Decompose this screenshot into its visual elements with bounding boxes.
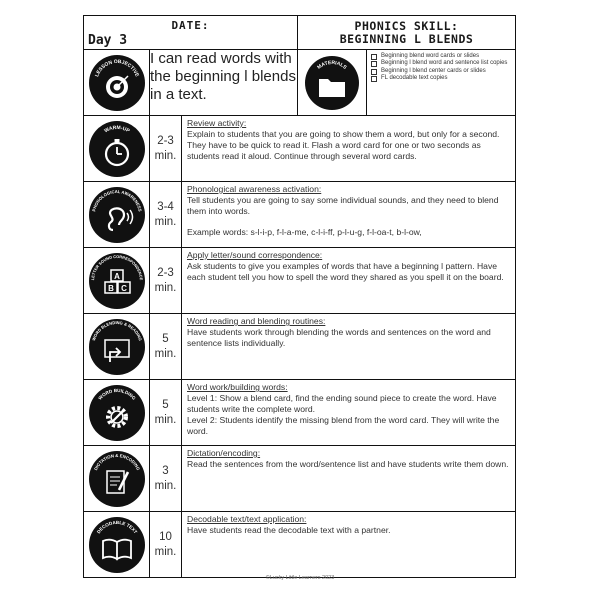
- activity-body: Explain to students that you are going to show them a word, but only for a second. They have to be quick to read it. Flash a word card for one or two seconds as students read it aloud. Continue through several word cards.: [187, 129, 500, 161]
- time-cell: 3-4 min.: [150, 182, 182, 248]
- gear-wrench-icon: [88, 384, 146, 442]
- materials-item: Beginning l blend word and sentence list copies: [371, 60, 513, 67]
- activity-body-level-2: Level 2: Students identify the missing blend from the word card. They will write the word.: [187, 415, 500, 436]
- target-icon: [88, 54, 146, 112]
- svg-text:WORD BUILDING: WORD BUILDING: [96, 387, 137, 401]
- ear-icon: [88, 186, 146, 244]
- activity-description: [182, 182, 516, 248]
- svg-text:A: A: [113, 271, 120, 281]
- open-book-icon: [88, 516, 146, 574]
- time-cell: 3 min.: [150, 446, 182, 512]
- copyright-footer: ©Lucky Little Learners 2023: [265, 575, 335, 581]
- stopwatch-icon: [88, 120, 146, 178]
- time-cell: 2-3 min.: [150, 248, 182, 314]
- svg-text:C: C: [120, 283, 127, 293]
- svg-text:B: B: [107, 283, 114, 293]
- time-cell: 2-3 min.: [150, 116, 182, 182]
- activity-title: Dictation/encoding:: [187, 448, 261, 458]
- pencil-paper-icon: [88, 450, 146, 508]
- activity-body: Have students work through blending the words and sentences on the word and sentence lists individually.: [187, 327, 491, 348]
- materials-list: [367, 50, 515, 83]
- date-label: DATE:: [171, 19, 210, 32]
- activity-description: [182, 380, 516, 446]
- date-cell: [84, 16, 298, 50]
- activity-body: Ask students to give you examples of words that have a beginning l pattern. Have each student tell you how to spell the word they shared as you spell it on the board.: [187, 261, 504, 282]
- materials-item: FL decodable text copies: [371, 75, 513, 82]
- materials-item: Beginning blend word cards or slides: [371, 53, 513, 60]
- activity-description: [182, 116, 516, 182]
- abc-blocks-icon: [88, 252, 146, 310]
- activity-title: Phonological awareness activation:: [187, 184, 322, 194]
- activity-description: [182, 248, 516, 314]
- svg-text:LETTER SOUND CORRESPONDENCE: LETTER SOUND CORRESPONDENCE: [89, 253, 144, 280]
- svg-text:PHONOLOGICAL AWARENESS: PHONOLOGICAL AWARENESS: [90, 188, 143, 212]
- svg-text:DECODABLE TEXT: DECODABLE TEXT: [95, 519, 138, 534]
- example-words: Example words: s-l-i-p, f-l-a-me, c-l-i-ff, p-l-u-g, f-l-oa-t, b-l-ow,: [187, 227, 422, 237]
- svg-text:WARM-UP: WARM-UP: [102, 124, 131, 134]
- activity-description: [182, 512, 516, 578]
- activity-title: Review activity:: [187, 118, 247, 128]
- time-cell: 5 min.: [150, 380, 182, 446]
- materials-item: Beginning l blend center cards or slides: [371, 68, 513, 75]
- dictation-icon-cell: [84, 446, 150, 512]
- letter-sound-icon-cell: [84, 248, 150, 314]
- activity-description: [182, 314, 516, 380]
- lesson-plan-table: [83, 15, 516, 578]
- svg-text:LESSON OBJECTIVE: LESSON OBJECTIVE: [93, 58, 140, 78]
- skill-cell: [298, 16, 516, 50]
- activity-title: Word work/building words:: [187, 382, 288, 392]
- activity-body: Tell students you are going to say some individual sounds, and they need to blend them into words.: [187, 195, 499, 216]
- activity-title: Word reading and blending routines:: [187, 316, 326, 326]
- time-cell: 5 min.: [150, 314, 182, 380]
- objective-text: I can read words with the beginning l blends in a text.: [150, 50, 298, 116]
- word-blending-icon-cell: [84, 314, 150, 380]
- svg-text:MATERIALS: MATERIALS: [316, 59, 348, 71]
- svg-text:WORD BLENDING & READING: WORD BLENDING & READING: [90, 319, 143, 341]
- warmup-icon-cell: [84, 116, 150, 182]
- activity-body: Have students read the decodable text with a partner.: [187, 525, 391, 535]
- activity-title: Apply letter/sound correspondence:: [187, 250, 323, 260]
- folder-icon: [304, 55, 360, 111]
- time-cell: 10 min.: [150, 512, 182, 578]
- objective-icon-cell: [84, 50, 150, 116]
- svg-text:DICTATION & ENCODING: DICTATION & ENCODING: [92, 452, 141, 471]
- materials-list-cell: [367, 50, 516, 116]
- pointing-hand-icon: [88, 318, 146, 376]
- activity-body: Read the sentences from the word/sentence list and have students write them down.: [187, 459, 509, 469]
- day-label: Day 3: [88, 33, 128, 48]
- activity-body: Level 1: Show a blend card, find the ending sound piece to create the word. Have students write the complete word.: [187, 393, 497, 414]
- phonological-icon-cell: [84, 182, 150, 248]
- materials-icon-cell: [298, 50, 367, 116]
- activity-description: [182, 446, 516, 512]
- word-building-icon-cell: [84, 380, 150, 446]
- activity-title: Decodable text/text application:: [187, 514, 307, 524]
- lesson-plan-sheet: [83, 15, 517, 583]
- skill-title: PHONICS SKILL: BEGINNING L BLENDS: [339, 19, 474, 46]
- decodable-text-icon-cell: [84, 512, 150, 578]
